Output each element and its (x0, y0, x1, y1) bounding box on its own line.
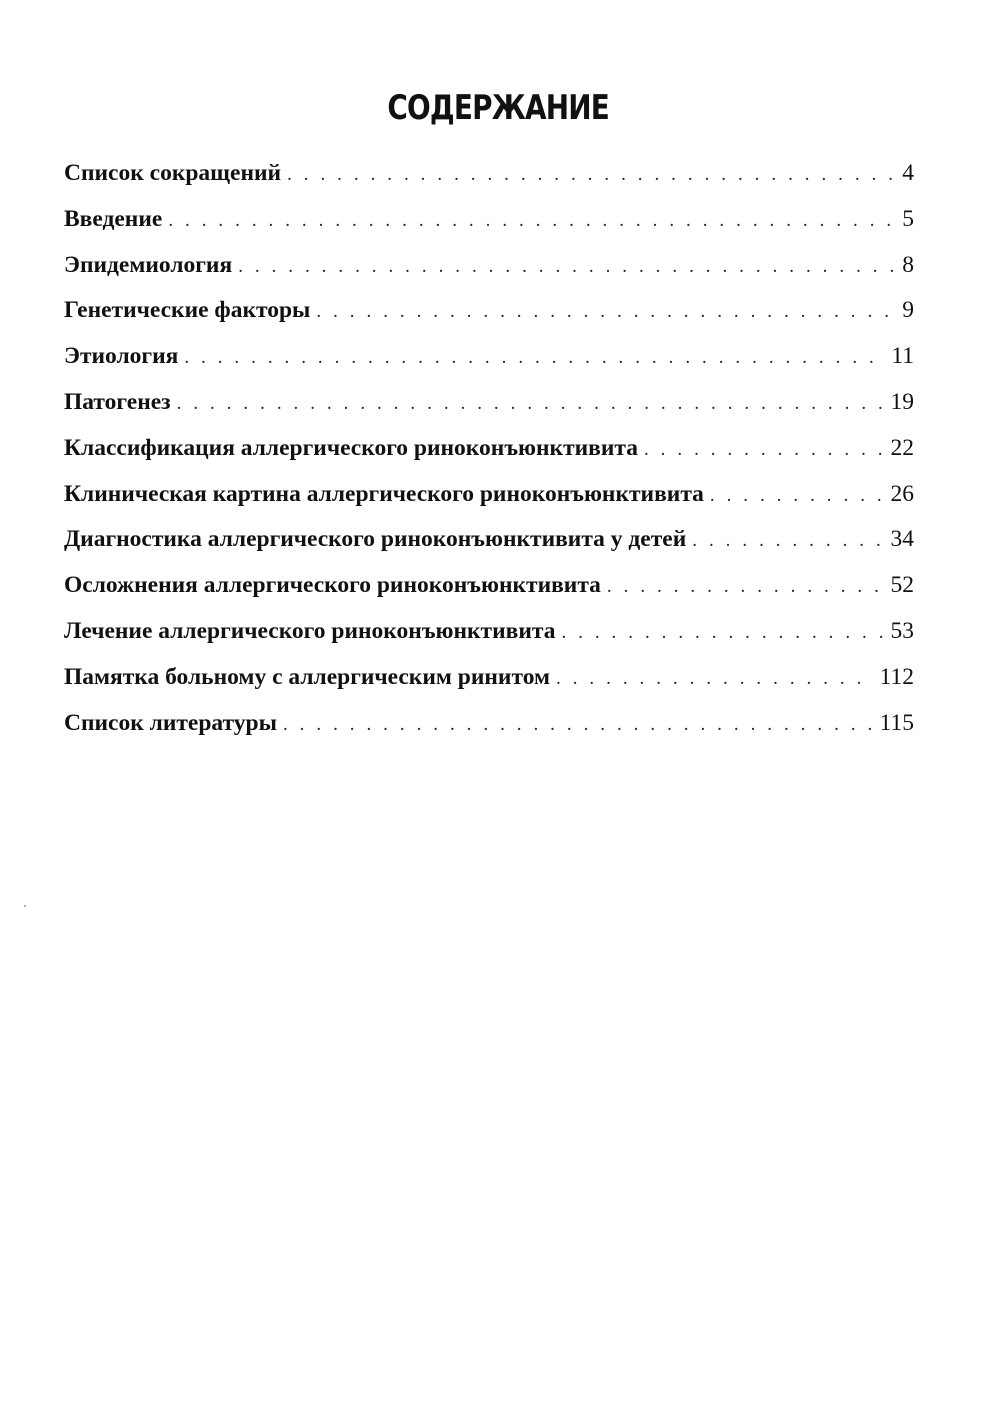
toc-dot-leader (283, 714, 874, 736)
toc-entry (64, 435, 914, 481)
toc-dot-leader (561, 622, 884, 644)
toc-entry-page: 53 (890, 617, 914, 644)
toc-entry (64, 526, 914, 572)
scan-speck (24, 905, 26, 907)
toc-entry-label: Классификация аллергического риноконъюнктивита (64, 434, 638, 461)
toc-entry-page: 22 (890, 434, 914, 461)
toc-entry-label: Генетические факторы (64, 297, 311, 324)
toc-dot-leader (556, 668, 874, 690)
toc-entry-label: Введение (64, 205, 163, 232)
toc-entry (64, 389, 914, 435)
toc-entry-page: 9 (902, 297, 914, 324)
toc-dot-leader (168, 210, 896, 232)
toc-entry-page: 11 (891, 343, 914, 370)
toc-entry-page: 8 (902, 251, 914, 278)
toc-entry-page: 5 (902, 205, 914, 232)
toc-dot-leader (607, 576, 885, 598)
toc-entry (64, 710, 914, 756)
toc-entry-page: 112 (879, 663, 914, 690)
toc-entry-label: Клиническая картина аллергического риноконъюнктивита (64, 480, 704, 507)
toc-entry-page: 115 (879, 709, 914, 736)
toc-dot-leader (177, 393, 885, 415)
toc-entry-label: Список литературы (64, 709, 277, 736)
page-title: СОДЕРЖАНИЕ (387, 88, 610, 128)
toc-entry-label: Эпидемиология (64, 251, 233, 278)
toc-entry (64, 297, 914, 343)
toc-dot-leader (238, 256, 896, 278)
toc-entry-label: Памятка больному с аллергическим ринитом (64, 663, 551, 690)
toc-entry (64, 252, 914, 298)
toc-dot-leader (184, 347, 885, 369)
toc-entry (64, 664, 914, 710)
toc-entry-label: Список сокращений (64, 160, 282, 186)
toc-entry-label: Лечение аллергического риноконъюнктивита (64, 617, 556, 644)
toc-entry (64, 160, 914, 206)
toc-entry (64, 618, 914, 664)
toc-dot-leader (287, 164, 896, 186)
table-of-contents (64, 160, 914, 755)
toc-entry-page: 19 (890, 388, 914, 415)
toc-entry-label: Этиология (64, 343, 179, 370)
toc-entry-label: Диагностика аллергического риноконъюнктивита у детей (64, 526, 687, 553)
toc-entry-page: 34 (890, 526, 914, 553)
toc-entry-page: 26 (890, 480, 914, 507)
toc-entry-page: 4 (902, 160, 914, 186)
toc-entry (64, 343, 914, 389)
toc-dot-leader (710, 485, 885, 507)
toc-entry (64, 572, 914, 618)
toc-entry-label: Патогенез (64, 388, 171, 415)
toc-entry (64, 481, 914, 527)
toc-entry-label: Осложнения аллергического риноконъюнктивита (64, 572, 601, 599)
toc-dot-leader (316, 301, 896, 323)
toc-entry (64, 206, 914, 252)
toc-entry-page: 52 (890, 572, 914, 599)
toc-dot-leader (692, 530, 884, 552)
toc-dot-leader (644, 439, 885, 461)
